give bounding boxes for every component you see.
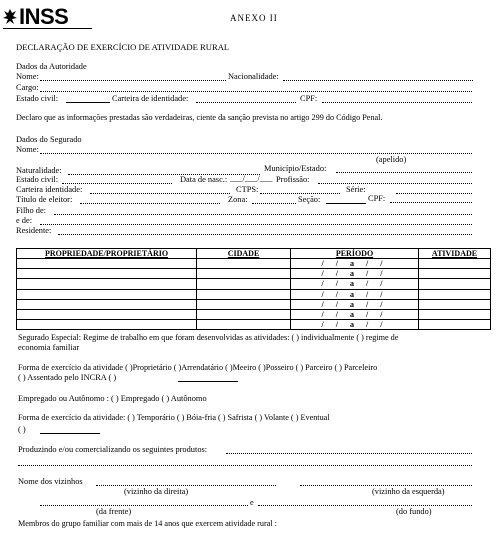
zona-label: Zona: bbox=[228, 195, 248, 204]
municipio-field[interactable] bbox=[336, 172, 472, 173]
table-row bbox=[17, 269, 491, 279]
secao-label: Seção: bbox=[298, 195, 321, 204]
naturalidade-label: Naturalidade: bbox=[16, 166, 62, 175]
table-cell[interactable] bbox=[197, 279, 291, 289]
propriedade-table bbox=[16, 248, 491, 330]
segurado-estado-civil-label: Estado civil: bbox=[16, 175, 59, 184]
vizinho-direita-field[interactable] bbox=[96, 485, 276, 486]
autoridade-nome-field[interactable] bbox=[40, 80, 226, 81]
forma-exercicio-2: Forma de exercício da atividade: ( ) Temporário ( ) Bóia-fria ( ) Safrista ( ) Volante ( ) Eventual bbox=[18, 413, 330, 422]
autoridade-nacionalidade-field[interactable] bbox=[283, 80, 473, 81]
forma-exercicio-2b: ( ) bbox=[18, 425, 26, 434]
table-cell[interactable] bbox=[197, 269, 291, 279]
segurado-nome-field[interactable] bbox=[40, 153, 472, 154]
segurado-cpf-label: CPF: bbox=[368, 194, 386, 203]
period-cell[interactable]: / / a / / bbox=[291, 259, 419, 269]
e-de-field[interactable] bbox=[40, 224, 472, 225]
col-periodo: PERÍODO bbox=[291, 249, 419, 259]
produzindo-text: Produzindo e/ou comercializando os seguintes produtos: bbox=[18, 445, 208, 454]
membros-text: Membros do grupo familiar com mais de 14 anos que exercem atividade rural : bbox=[18, 519, 277, 528]
assentado-incra: ( ) Assentado pelo INCRA ( ) bbox=[18, 373, 117, 382]
table-cell[interactable] bbox=[17, 299, 197, 309]
logo-text: INSS bbox=[19, 4, 69, 29]
vizinho-esquerda-field[interactable] bbox=[300, 485, 472, 486]
col-propriedade: PROPRIEDADE/PROPRIETÁRIO bbox=[17, 249, 197, 259]
segurado-section-label: Dados do Segurado bbox=[16, 135, 82, 144]
autoridade-cpf-field[interactable] bbox=[322, 102, 472, 103]
table-row bbox=[17, 309, 491, 319]
profissao-field[interactable] bbox=[318, 183, 472, 184]
col-cidade: CIDADE bbox=[197, 249, 291, 259]
table-row bbox=[17, 259, 491, 269]
period-cell[interactable]: / / a / / bbox=[291, 269, 419, 279]
autoridade-nacionalidade-label: Nacionalidade: bbox=[228, 72, 279, 81]
period-cell[interactable]: / / a / / bbox=[291, 309, 419, 319]
vizinho-frente-field[interactable] bbox=[40, 505, 248, 506]
period-cell[interactable]: / / a / / bbox=[291, 289, 419, 299]
table-cell[interactable] bbox=[17, 320, 197, 330]
forma-exercicio-1: Forma de exercício da atividade ( )Proprietário ( )Arrendatário ( )Meeiro ( )Posseiro ( ) Parceiro ( ) Parceleiro bbox=[18, 363, 378, 372]
table-cell[interactable] bbox=[419, 299, 491, 309]
serie-field[interactable] bbox=[396, 193, 472, 194]
table-cell[interactable] bbox=[17, 289, 197, 299]
autoridade-cargo-field[interactable] bbox=[40, 91, 472, 92]
table-cell[interactable] bbox=[197, 320, 291, 330]
inss-logo bbox=[2, 4, 68, 30]
table-cell[interactable] bbox=[17, 259, 197, 269]
residente-field[interactable] bbox=[58, 234, 472, 235]
segurado-especial-text: Segurado Especial: Regime de trabalho em que foram desenvolvidas as atividades: ( ) individualmente ( ) regime de bbox=[18, 333, 399, 342]
table-cell[interactable] bbox=[419, 279, 491, 289]
ctps-field[interactable] bbox=[260, 193, 340, 194]
zona-field[interactable] bbox=[252, 203, 296, 204]
table-cell[interactable] bbox=[419, 259, 491, 269]
filho-de-field[interactable] bbox=[54, 214, 472, 215]
table-cell[interactable] bbox=[17, 279, 197, 289]
table-row bbox=[17, 320, 491, 330]
profissao-label: Profissão: bbox=[276, 175, 310, 184]
data-nasc-field[interactable]: ___/___/___ bbox=[230, 174, 273, 183]
titulo-eleitor-label: Título de eleitor: bbox=[16, 195, 73, 204]
table-cell[interactable] bbox=[17, 269, 197, 279]
page-title: DECLARAÇÃO DE EXERCÍCIO DE ATIVIDADE RURAL bbox=[16, 42, 230, 52]
autoridade-estado-civil-label: Estado civil: bbox=[16, 94, 59, 103]
assentado-field[interactable] bbox=[178, 381, 238, 382]
period-cell[interactable]: / / a / / bbox=[291, 320, 419, 330]
table-row bbox=[17, 279, 491, 289]
forma-outro-field[interactable] bbox=[40, 433, 100, 434]
serie-label: Série: bbox=[346, 185, 366, 194]
table-cell[interactable] bbox=[197, 299, 291, 309]
titulo-eleitor-field[interactable] bbox=[80, 203, 220, 204]
autoridade-estado-civil-field[interactable] bbox=[66, 102, 110, 103]
segurado-estado-civil-field[interactable] bbox=[62, 183, 172, 184]
residente-label: Residente: bbox=[16, 226, 52, 235]
table-cell[interactable] bbox=[17, 309, 197, 319]
secao-field[interactable] bbox=[326, 203, 366, 204]
e-de-label: e de: bbox=[16, 216, 33, 225]
table-cell[interactable] bbox=[197, 289, 291, 299]
ctps-label: CTPS: bbox=[236, 185, 259, 194]
table-cell[interactable] bbox=[197, 309, 291, 319]
header-divider bbox=[3, 28, 92, 29]
produtos-field-1[interactable] bbox=[226, 453, 472, 454]
table-cell[interactable] bbox=[197, 259, 291, 269]
table-row bbox=[17, 299, 491, 309]
segurado-cpf-field[interactable] bbox=[390, 202, 472, 203]
carteira-identidade-field[interactable] bbox=[90, 193, 230, 194]
period-cell[interactable]: / / a / / bbox=[291, 299, 419, 309]
table-cell[interactable] bbox=[419, 269, 491, 279]
economia-familiar-text: economia familiar bbox=[18, 343, 80, 352]
table-cell[interactable] bbox=[419, 320, 491, 330]
carteira-identidade-label: Carteira identidade: bbox=[16, 185, 83, 194]
produtos-field-2[interactable] bbox=[18, 465, 472, 466]
filho-de-label: Filho de: bbox=[16, 206, 47, 215]
autoridade-cargo-label: Cargo: bbox=[16, 83, 39, 92]
vizinho-esquerda-label: (vizinho da esquerda) bbox=[372, 487, 445, 496]
table-cell[interactable] bbox=[419, 289, 491, 299]
inss-emblem-icon bbox=[2, 8, 18, 26]
autoridade-carteira-field[interactable] bbox=[196, 102, 296, 103]
autoridade-section-label: Dados da Autoridade bbox=[16, 62, 87, 71]
empregado-autonomo: Empregado ou Autônomo : ( ) Empregado ( ) Autônomo bbox=[18, 394, 207, 403]
vizinhos-label: Nome dos vizinhos bbox=[18, 477, 83, 486]
vizinho-direita-label: (vizinho da direita) bbox=[124, 487, 189, 496]
da-frente-label: (da frente) bbox=[96, 507, 132, 516]
table-row bbox=[17, 289, 491, 299]
vizinho-fundo-field[interactable] bbox=[258, 505, 472, 506]
autoridade-cpf-label: CPF: bbox=[300, 94, 318, 103]
declaro-text: Declaro que as informações prestadas são verdadeiras, ciente da sanção prevista no artigo 299 do Código Penal. bbox=[16, 113, 383, 122]
municipio-label: Município/Estado: bbox=[264, 164, 327, 173]
autoridade-carteira-label: Carteira de identidade: bbox=[112, 94, 189, 103]
segurado-apelido-label: (apelido) bbox=[376, 155, 407, 164]
e-connector: e bbox=[250, 498, 254, 507]
autoridade-nome-label: Nome: bbox=[16, 72, 39, 81]
anexo-label: ANEXO II bbox=[230, 13, 278, 23]
do-fundo-label: (do fundo) bbox=[396, 507, 432, 516]
segurado-nome-label: Nome: bbox=[16, 145, 39, 154]
table-header-row bbox=[17, 249, 491, 259]
table-cell[interactable] bbox=[419, 309, 491, 319]
col-atividade: ATIVIDADE bbox=[419, 249, 491, 259]
period-cell[interactable]: / / a / / bbox=[291, 279, 419, 289]
data-nasc-label: Data de nasc.: bbox=[180, 175, 228, 184]
